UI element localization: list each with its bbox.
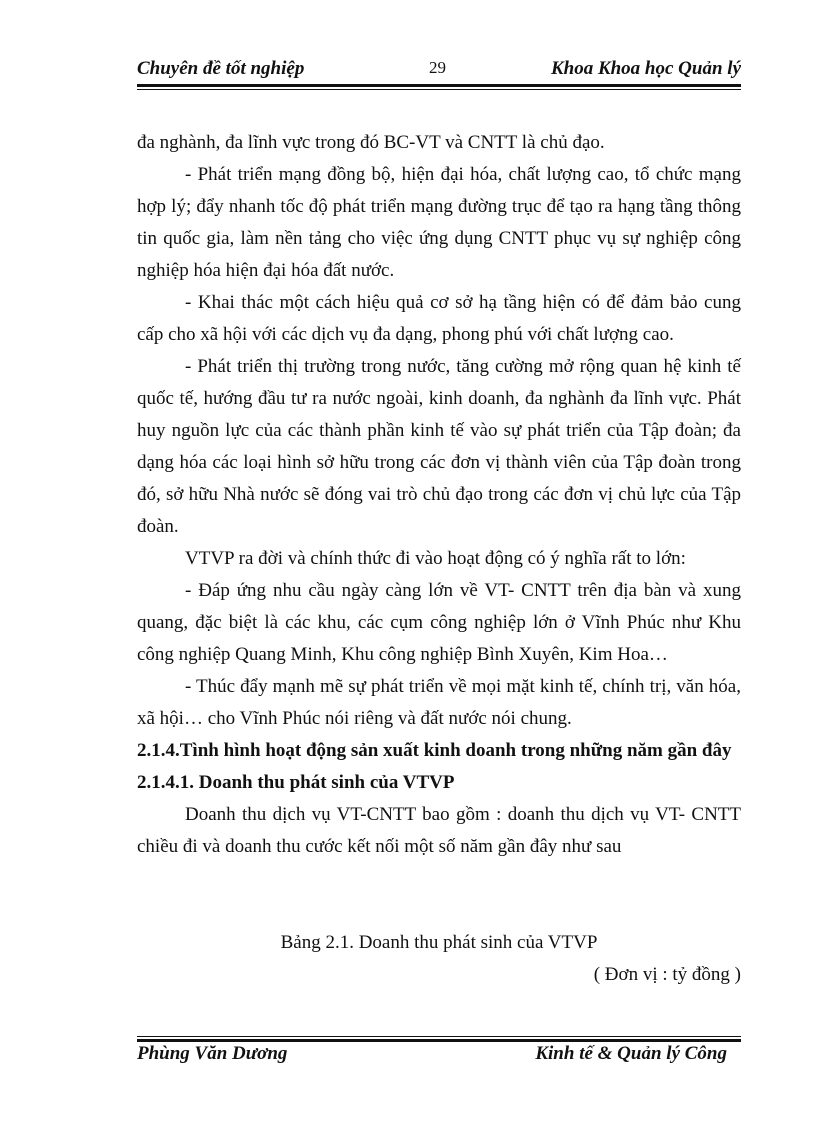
- footer-rule-thick: [137, 1039, 741, 1042]
- paragraph-revenue-intro: Doanh thu dịch vụ VT-CNTT bao gồm : doanh thu dịch vụ VT- CNTT chiều đi và doanh thu cước kết nối một số năm gần đây như sau: [137, 804, 741, 857]
- header-faculty: Khoa Khoa học Quản lý: [550, 58, 741, 79]
- paragraph-vtvp-significance: VTVP ra đời và chính thức đi vào hoạt động có ý nghĩa rất to lớn:: [185, 548, 686, 569]
- section-heading-2-1-4: 2.1.4.Tình hình hoạt động sản xuất kinh doanh trong những năm gần đây: [137, 740, 732, 761]
- header-rule-thick: [137, 84, 741, 87]
- paragraph-infrastructure: - Khai thác một cách hiệu quả cơ sở hạ tầng hiện có để đảm bảo cung cấp cho xã hội với các dịch vụ đa dạng, phong phú với chất lượng cao.: [137, 292, 741, 345]
- section-heading-2-1-4-1: 2.1.4.1. Doanh thu phát sinh của VTVP: [137, 772, 455, 793]
- paragraph-network-development: - Phát triển mạng đồng bộ, hiện đại hóa, chất lượng cao, tổ chức mạng hợp lý; đẩy nhanh tốc độ phát triển mạng đường trục để tạo ra hạng tầng thông tin quốc gia, làm nền tảng cho việc ứng dụng CNTT phục vụ sự nghiệp công nghiệp hóa hiện đại hóa đất nước.: [137, 164, 741, 281]
- table-caption: Bảng 2.1. Doanh thu phát sinh của VTVP: [280, 932, 598, 953]
- footer-rule-thin: [137, 1036, 741, 1037]
- page-header: [137, 58, 741, 82]
- paragraph-continuation: đa nghành, đa lĩnh vực trong đó BC-VT và CNTT là chủ đạo.: [137, 132, 605, 153]
- page-number: 29: [429, 58, 446, 77]
- paragraph-market-development: - Phát triển thị trường trong nước, tăng cường mở rộng quan hệ kinh tế quốc tế, hướng đầu tư ra nước ngoài, kinh doanh, đa nghành đa lĩnh vực. Phát huy nguồn lực của các thành phần kinh tế vào sự phát triển của Tập đoàn; đa dạng hóa các loại hình sở hữu trong các đơn vị thành viên của Tập đoàn trong đó, sở hữu Nhà nước sẽ đóng vai trò chủ đạo trong các đơn vị chủ lực của Tập đoàn.: [137, 356, 741, 537]
- header-rule-thin: [137, 89, 741, 90]
- blank-space: [137, 863, 741, 927]
- header-report-title: Chuyên đề tốt nghiệp: [137, 58, 305, 79]
- paragraph-demand: - Đáp ứng nhu cầu ngày càng lớn về VT- CNTT trên địa bàn và xung quang, đặc biệt là các khu, các cụm công nghiệp lớn ở Vĩnh Phúc như Khu công nghiệp Quang Minh, Khu công nghiệp Bình Xuyên, Kim Hoa…: [137, 580, 741, 665]
- footer-major: Kinh tế & Quản lý Công: [535, 1043, 727, 1064]
- page-footer: [137, 1043, 741, 1067]
- footer-author: Phùng Văn Dương: [137, 1043, 288, 1064]
- unit-note: ( Đơn vị : tỷ đồng ): [593, 964, 741, 985]
- page-body: [137, 127, 741, 991]
- paragraph-promotion: - Thúc đẩy mạnh mẽ sự phát triển về mọi mặt kinh tế, chính trị, văn hóa, xã hội… cho Vĩnh Phúc nói riêng và đất nước nói chung.: [137, 676, 741, 729]
